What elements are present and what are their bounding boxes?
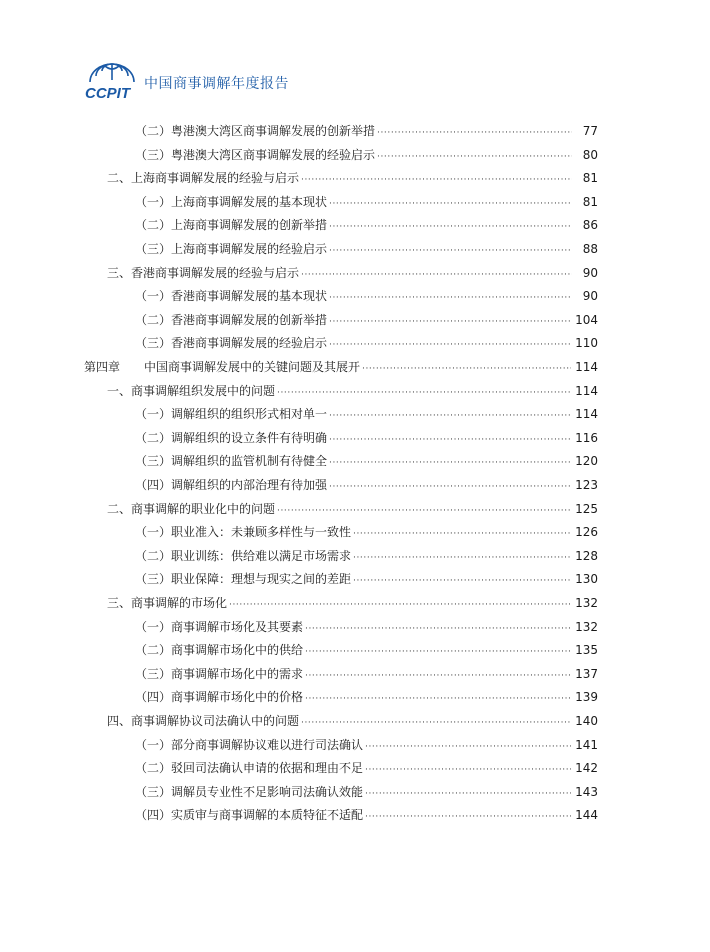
toc-entry-title: （三）商事调解市场化中的需求 bbox=[135, 666, 304, 681]
toc-subsection-entry[interactable] bbox=[135, 642, 598, 660]
toc-subsection-entry[interactable] bbox=[135, 689, 598, 707]
toc-page-number: 139 bbox=[575, 690, 598, 705]
toc-subsection-entry[interactable] bbox=[135, 288, 598, 306]
dot-leader bbox=[301, 172, 572, 188]
toc-subsection-entry[interactable] bbox=[135, 666, 598, 684]
ccpit-logo bbox=[84, 60, 140, 106]
toc-entry-title: （一）部分商事调解协议难以进行司法确认 bbox=[135, 737, 364, 752]
toc-entry-title: （一）香港商事调解发展的基本现状 bbox=[135, 289, 328, 304]
dot-leader bbox=[365, 786, 571, 802]
toc-entry-title: （四）实质审与商事调解的本质特征不适配 bbox=[135, 808, 364, 823]
dot-leader bbox=[329, 479, 571, 495]
toc-entry-title: （二）调解组织的设立条件有待明确 bbox=[135, 430, 328, 445]
toc-entry-title: 二、商事调解的职业化中的问题 bbox=[107, 501, 276, 516]
toc-subsection-entry[interactable] bbox=[135, 477, 598, 495]
dot-leader bbox=[365, 739, 571, 755]
toc-entry-title: （三）上海商事调解发展的经验启示 bbox=[135, 242, 328, 256]
dot-leader bbox=[305, 644, 571, 660]
toc-section-entry[interactable] bbox=[107, 170, 598, 188]
toc-page-number: 80 bbox=[582, 147, 598, 162]
toc-subsection-entry[interactable] bbox=[135, 548, 598, 566]
toc-page-number: 116 bbox=[575, 430, 598, 445]
toc-section-entry[interactable] bbox=[107, 595, 598, 613]
toc-page-number: 142 bbox=[575, 761, 598, 776]
dot-leader bbox=[329, 290, 572, 306]
report-title: 中国商事调解年度报告 bbox=[144, 76, 289, 92]
toc-subsection-entry[interactable] bbox=[135, 194, 598, 212]
toc-page-number: 77 bbox=[582, 124, 598, 138]
toc-entry-title: （三）调解组织的监管机制有待健全 bbox=[135, 454, 328, 469]
toc-subsection-entry[interactable] bbox=[135, 619, 598, 637]
toc-subsection-entry[interactable] bbox=[135, 524, 598, 542]
toc-subsection-entry[interactable] bbox=[135, 217, 598, 235]
toc-page-number: 110 bbox=[575, 336, 598, 351]
toc-page-number: 90 bbox=[582, 265, 598, 280]
toc-page-number: 81 bbox=[582, 171, 598, 186]
dot-leader bbox=[365, 809, 571, 825]
toc-page-number: 104 bbox=[575, 312, 598, 327]
toc-entry-title: （四）调解组织的内部治理有待加强 bbox=[135, 478, 328, 492]
toc-page-number: 141 bbox=[575, 737, 598, 752]
toc-entry-title bbox=[84, 359, 360, 375]
toc-entry-title: （二）香港商事调解发展的创新举措 bbox=[135, 312, 328, 327]
dot-leader bbox=[329, 243, 572, 259]
toc-subsection-entry[interactable] bbox=[135, 335, 598, 353]
toc-entry-title: （三）调解员专业性不足影响司法确认效能 bbox=[135, 784, 364, 799]
dot-leader bbox=[277, 385, 571, 401]
dot-leader bbox=[301, 267, 572, 283]
toc-subsection-entry[interactable] bbox=[135, 241, 598, 259]
chapter-title: 中国商事调解发展中的关键问题及其展开 bbox=[144, 360, 361, 374]
toc-page-number: 114 bbox=[575, 407, 598, 422]
toc-page-number: 114 bbox=[575, 383, 598, 398]
toc-subsection-entry[interactable] bbox=[135, 147, 598, 165]
dot-leader bbox=[301, 715, 571, 731]
report-header bbox=[84, 60, 289, 106]
toc-entry-title: 三、香港商事调解发展的经验与启示 bbox=[107, 265, 300, 280]
toc-page-number: 126 bbox=[575, 525, 598, 540]
toc-section-entry[interactable] bbox=[107, 501, 598, 519]
dot-leader bbox=[305, 621, 571, 637]
toc-subsection-entry[interactable] bbox=[135, 312, 598, 330]
toc-page-number: 137 bbox=[575, 666, 598, 681]
toc-entry-title: （一）商事调解市场化及其要素 bbox=[135, 619, 304, 634]
toc-entry-title: （二）粤港澳大湾区商事调解发展的创新举措 bbox=[135, 124, 376, 138]
dot-leader bbox=[377, 149, 572, 165]
toc-page-number: 143 bbox=[575, 784, 598, 799]
dot-leader bbox=[305, 668, 571, 684]
dot-leader bbox=[362, 361, 571, 377]
toc-page-number: 132 bbox=[575, 596, 598, 610]
toc-page-number: 90 bbox=[582, 289, 598, 304]
toc-subsection-entry[interactable] bbox=[135, 571, 598, 589]
toc-subsection-entry[interactable] bbox=[135, 430, 598, 448]
logo-wordmark: CCPIT bbox=[85, 85, 130, 102]
toc-entry-title: （一）职业准入：未兼顾多样性与一致性 bbox=[135, 525, 352, 540]
toc-page-number: 128 bbox=[575, 548, 598, 563]
toc-entry-title: （三）香港商事调解发展的经验启示 bbox=[135, 336, 328, 351]
toc-subsection-entry[interactable] bbox=[135, 406, 598, 424]
dot-leader bbox=[305, 691, 571, 707]
toc-chapter-entry[interactable] bbox=[84, 359, 598, 377]
toc-entry-title: （一）调解组织的组织形式相对单一 bbox=[135, 407, 328, 422]
dot-leader bbox=[329, 455, 571, 471]
toc-page-number: 135 bbox=[575, 643, 598, 658]
toc-page-number: 130 bbox=[575, 572, 598, 587]
toc-page-number: 125 bbox=[575, 501, 598, 516]
dot-leader bbox=[329, 314, 571, 330]
toc-entry-title: 三、商事调解的市场化 bbox=[107, 596, 228, 610]
toc-page-number: 144 bbox=[575, 808, 598, 823]
toc-section-entry[interactable] bbox=[107, 713, 598, 731]
toc-page-number: 132 bbox=[575, 619, 598, 634]
chapter-number: 第四章 bbox=[84, 360, 121, 374]
toc-section-entry[interactable] bbox=[107, 383, 598, 401]
dot-leader bbox=[353, 526, 571, 542]
toc-page-number: 140 bbox=[575, 714, 598, 728]
dot-leader bbox=[229, 597, 571, 613]
toc-entry-title: （三）职业保障：理想与现实之间的差距 bbox=[135, 572, 352, 587]
toc-subsection-entry[interactable] bbox=[135, 784, 598, 802]
toc-entry-title: （二）驳回司法确认申请的依据和理由不足 bbox=[135, 761, 364, 776]
toc-page-number: 123 bbox=[575, 478, 598, 492]
toc-entry-title: （一）上海商事调解发展的基本现状 bbox=[135, 194, 328, 209]
dot-leader bbox=[329, 408, 571, 424]
toc-entry-title: 四、商事调解协议司法确认中的问题 bbox=[107, 714, 300, 728]
dot-leader bbox=[353, 550, 571, 566]
globe-logo-icon bbox=[84, 60, 140, 106]
toc-page-number: 88 bbox=[582, 242, 598, 256]
toc-entry-title: 一、商事调解组织发展中的问题 bbox=[107, 383, 276, 398]
toc-entry-title: （二）上海商事调解发展的创新举措 bbox=[135, 218, 328, 233]
toc-subsection-entry[interactable] bbox=[135, 760, 598, 778]
toc-page-number: 81 bbox=[582, 194, 598, 209]
dot-leader bbox=[329, 432, 571, 448]
toc-entry-title: （三）粤港澳大湾区商事调解发展的经验启示 bbox=[135, 147, 376, 162]
toc-entry-title: 二、上海商事调解发展的经验与启示 bbox=[107, 171, 300, 186]
dot-leader bbox=[377, 125, 572, 141]
toc-entry-title: （四）商事调解市场化中的价格 bbox=[135, 690, 304, 705]
toc-subsection-entry[interactable] bbox=[135, 807, 598, 825]
toc-page-number: 120 bbox=[575, 454, 598, 469]
toc-entry-title: （二）职业训练：供给难以满足市场需求 bbox=[135, 548, 352, 563]
dot-leader bbox=[365, 762, 571, 778]
toc-subsection-entry[interactable] bbox=[135, 123, 598, 141]
toc-page-number: 114 bbox=[575, 360, 598, 374]
dot-leader bbox=[329, 337, 571, 353]
dot-leader bbox=[277, 503, 571, 519]
toc-section-entry[interactable] bbox=[107, 265, 598, 283]
dot-leader bbox=[353, 573, 571, 589]
toc-subsection-entry[interactable] bbox=[135, 737, 598, 755]
toc-page-number: 86 bbox=[582, 218, 598, 233]
toc-subsection-entry[interactable] bbox=[135, 453, 598, 471]
toc-entry-title: （二）商事调解市场化中的供给 bbox=[135, 643, 304, 658]
dot-leader bbox=[329, 219, 572, 235]
dot-leader bbox=[329, 196, 572, 212]
